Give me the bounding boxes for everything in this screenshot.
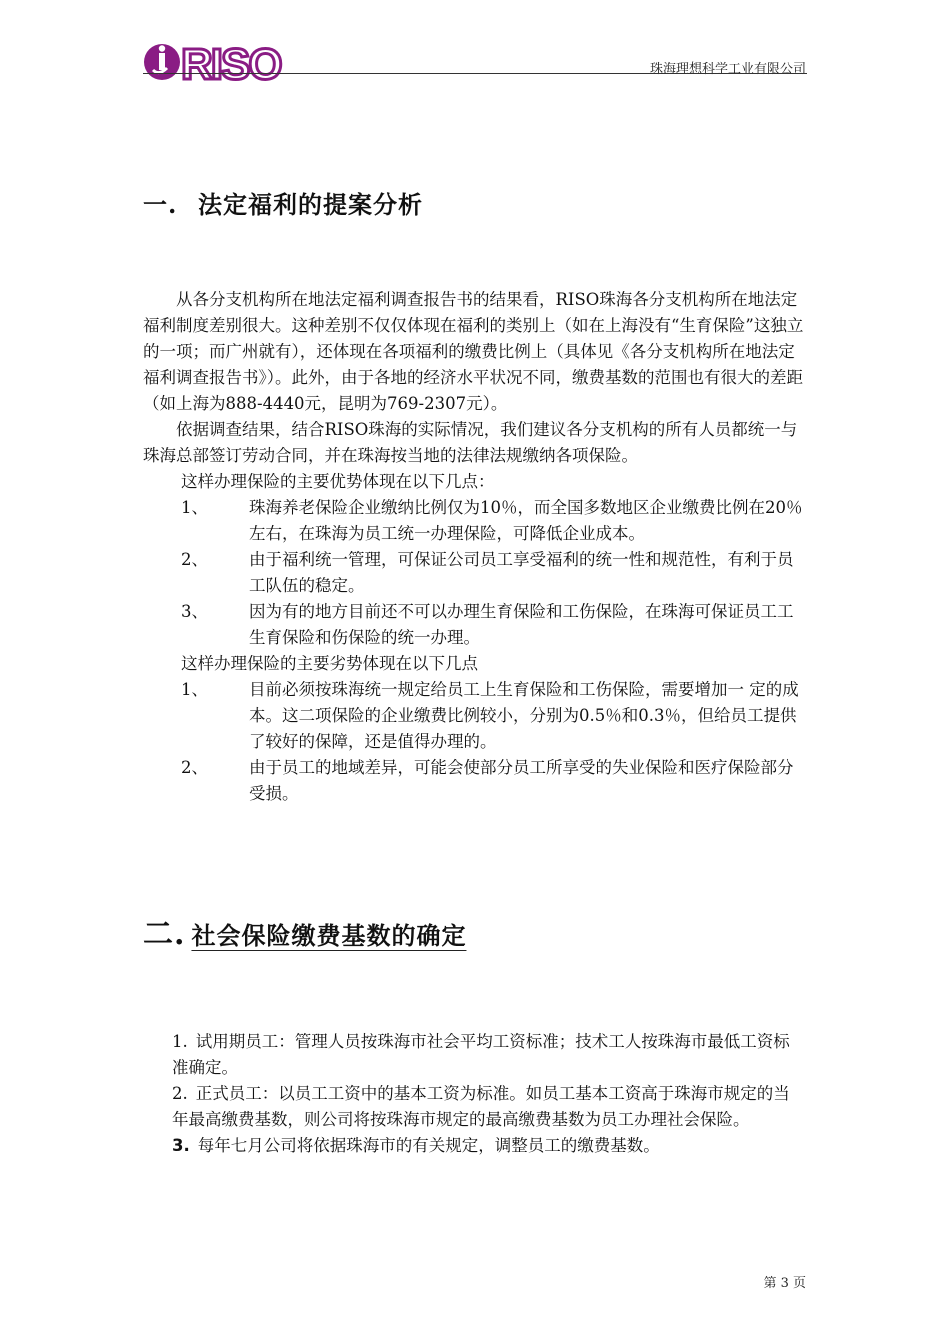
item-text: 每年七月公司将依据珠海市的有关规定，调整员工的缴费基数。 xyxy=(197,1136,660,1155)
list-number: 1、 xyxy=(181,680,208,699)
riso-logo-icon xyxy=(143,40,288,84)
disadvantage-item xyxy=(143,755,808,807)
paragraph: 从各分支机构所在地法定福利调查报告书的结果看，RISO珠海各分支机构所在地法定福利制度差别很大。这种差别不仅仅体现在福利的类别上（如在上海没有“生育保险”这独立的一项；而广州就有），还体现在各项福利的缴费比例上（具体见《各分支机构所在地法定福利调查报告书》）。此外，由于各地的经济水平状况不同，缴费基数的范围也有很大的差距（如上海为888-4440元，昆明为769-2307元）。 xyxy=(143,290,804,413)
numbered-item xyxy=(172,1133,802,1159)
section-1-heading xyxy=(143,185,423,220)
section-1-body xyxy=(143,287,808,807)
section-2-heading xyxy=(143,909,466,953)
item-number: 1. xyxy=(172,1032,188,1051)
disadvantages-lead: 这样办理保险的主要劣势体现在以下几点 xyxy=(181,654,478,673)
advantages-lead: 这样办理保险的主要优势体现在以下几点： xyxy=(181,472,495,491)
list-number: 1、 xyxy=(181,498,208,517)
numbered-item xyxy=(172,1029,802,1081)
list-text: 由于福利统一管理，可保证公司员工享受福利的统一性和规范性，有利于员工队伍的稳定。 xyxy=(249,550,794,595)
advantage-item xyxy=(143,495,808,547)
list-text: 因为有的地方目前还不可以办理生育保险和工伤保险，在珠海可保证员工工生育保险和伤保险的统一办理。 xyxy=(249,602,794,647)
advantage-item xyxy=(143,547,808,599)
section-2-title: 社会保险缴费基数的确定 xyxy=(191,921,467,950)
paragraph: 依据调查结果，结合RISO珠海的实际情况，我们建议各分支机构的所有人员都统一与珠海总部签订劳动合同，并在珠海按当地的法律法规缴纳各项保险。 xyxy=(143,420,798,465)
list-text: 由于员工的地域差异，可能会使部分员工所享受的失业保险和医疗保险部分受损。 xyxy=(249,758,794,803)
page-number: 第 3 页 xyxy=(763,1276,806,1291)
item-text: 正式员工：以员工工资中的基本工资为标准。如员工基本工资高于珠海市规定的当年最高缴费基数，则公司将按珠海市规定的最高缴费基数为员工办理社会保险。 xyxy=(172,1084,790,1129)
list-text: 目前必须按珠海统一规定给员工上生育保险和工伤保险，需要增加一 定的成本。这二项保险的企业缴费比例较小，分别为0.5％和0.3％，但给员工提供了较好的保障，还是值得办理的。 xyxy=(249,680,799,751)
numbered-item xyxy=(172,1081,802,1133)
riso-logo xyxy=(143,40,288,84)
section-2-number: 二. xyxy=(143,917,186,952)
disadvantage-item xyxy=(143,677,808,755)
section-1-number: 一. xyxy=(143,190,178,219)
section-1-title: 法定福利的提案分析 xyxy=(198,190,423,219)
list-number: 3、 xyxy=(181,602,208,621)
section-2-body xyxy=(172,1029,802,1159)
list-number: 2、 xyxy=(181,550,208,569)
item-number: 3. xyxy=(172,1136,190,1155)
item-number: 2. xyxy=(172,1084,188,1103)
header-company-name: 珠海理想科学工业有限公司 xyxy=(649,62,806,77)
item-text: 试用期员工：管理人员按珠海市社会平均工资标准；技术工人按珠海市最低工资标准确定。 xyxy=(172,1032,790,1077)
advantage-item xyxy=(143,599,808,651)
list-number: 2、 xyxy=(181,758,208,777)
list-text: 珠海养老保险企业缴纳比例仅为10％，而全国多数地区企业缴费比例在20％左右，在珠海为员工统一办理保险，可降低企业成本。 xyxy=(249,498,803,543)
header-divider xyxy=(143,73,807,74)
logo-text: RISO xyxy=(181,40,281,84)
